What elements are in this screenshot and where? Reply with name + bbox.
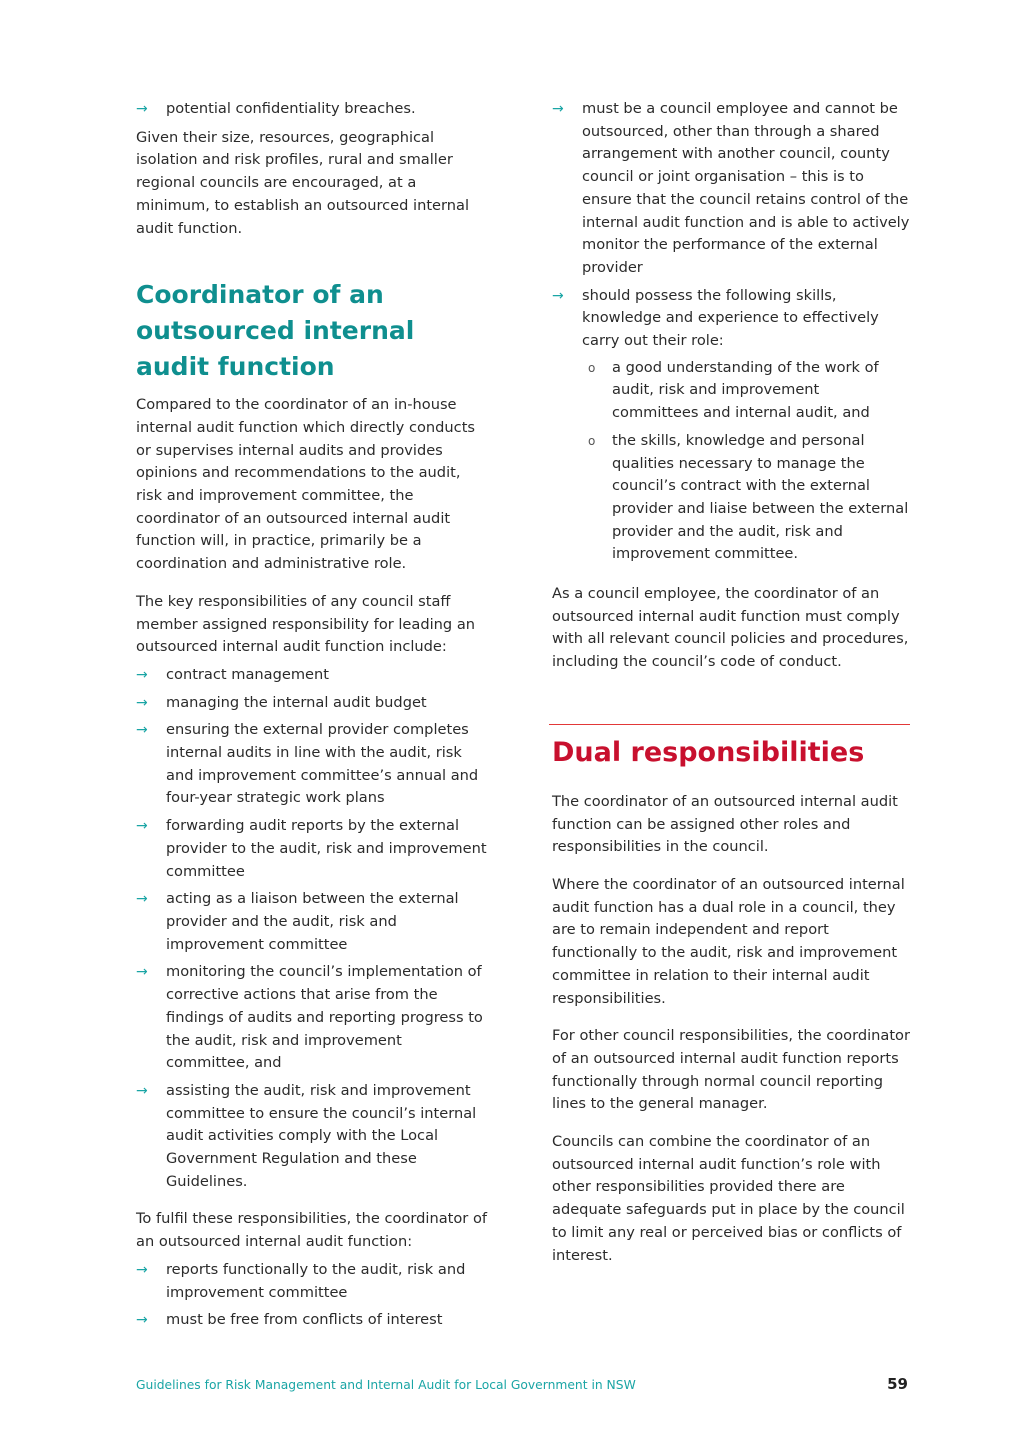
footer-title: Guidelines for Risk Management and Internal Audit for Local Government in NSW [136, 1378, 636, 1392]
circle-bullet-icon: o [588, 360, 596, 375]
arrow-right-icon: → [136, 694, 148, 711]
arrow-right-icon: → [552, 287, 564, 304]
list-item: → contract management [136, 664, 488, 687]
arrow-right-icon: → [136, 891, 148, 908]
list-item: → managing the internal audit budget [136, 692, 488, 715]
council-employee-paragraph: As a council employee, the coordinator of an outsourced internal audit function must comply with all relevant council policies and procedures, including the council’s code of conduct. [552, 585, 909, 671]
arrow-right-icon: → [136, 964, 148, 981]
list-item: → must be a council employee and cannot be outsourced, other than through a shared arrangement with another council, county council or joint organisation – this is to ensure that the council retains control of the internal audit function and is able to actively monitor the performance of the external provider [552, 100, 910, 276]
section-divider [549, 724, 910, 725]
arrow-right-icon: → [136, 1261, 148, 1278]
list-item: → forwarding audit reports by the external provider to the audit, risk and improvement committee [136, 817, 487, 880]
dual-responsibilities-heading: Dual responsibilities [552, 736, 865, 768]
circle-bullet-icon: o [588, 433, 596, 448]
page-number: 59 [887, 1375, 908, 1393]
sub-list-item: o the skills, knowledge and personal qualities necessary to manage the council’s contract with the external provider and liaise between the external provider and the audit, risk and improvement committee. [588, 431, 909, 563]
arrow-right-icon: → [136, 666, 148, 683]
list-item: → monitoring the council’s implementation of corrective actions that arise from the findings of audits and reporting progress to the audit, risk and improvement committee, and [136, 963, 483, 1072]
list-item: → potential confidentiality breaches. [136, 98, 488, 121]
coordinator-heading: Coordinator of an outsourced internal audit function [136, 280, 415, 382]
fulfil-paragraph: To fulfil these responsibilities, the coordinator of an outsourced internal audit function: [136, 1210, 488, 1251]
sub-list-item: o a good understanding of the work of audit, risk and improvement committees and internal audit, and [588, 358, 879, 422]
right-column [552, 98, 910, 1282]
requirements-list-continued [552, 98, 910, 566]
dual-paragraph-4: Councils can combine the coordinator of an outsourced internal audit function’s role with other responsibilities provided there are adequate safeguards put in place by the council to limit any real or perceived bias or conflicts of interest. [552, 1133, 905, 1264]
intro-paragraph: Given their size, resources, geographical isolation and risk profiles, rural and smaller regional councils are encouraged, at a minimum, to establish an outsourced internal audit function. [136, 128, 470, 237]
dual-paragraph-3: For other council responsibilities, the coordinator of an outsourced internal audit function reports functionally through normal council reporting lines to the general manager. [552, 1027, 910, 1113]
arrow-right-icon: → [136, 818, 148, 835]
page-footer [136, 1375, 910, 1397]
arrow-right-icon: → [552, 101, 564, 117]
list-item: → ensuring the external provider completes internal audits in line with the audit, risk and improvement committee’s annual and four-year strategic work plans [136, 721, 479, 807]
list-item: → reports functionally to the audit, risk and improvement committee [136, 1260, 466, 1301]
comparison-paragraph: Compared to the coordinator of an in-house internal audit function which directly conducts or supervises internal audits and provides opinions and recommendations to the audit, risk and improvement committee, the coordinator of an outsourced internal audit function will, in practice, primarily be a coordination and administrative role. [136, 396, 476, 573]
skills-sub-list [582, 357, 910, 566]
arrow-right-icon: → [136, 722, 148, 739]
arrow-right-icon: → [136, 101, 148, 117]
arrow-right-icon: → [136, 1082, 148, 1099]
top-bullet-list [136, 98, 488, 121]
list-item: → should possess the following skills, knowledge and experience to effectively carry out their role: o a good understanding of the work of audit, risk and improvement committees and internal audit, and o the skills, knowledge and personal qualities necessary to manage the council’s contract with the external provider and liaise between the external provider and the audit, risk and improvement committee. [552, 285, 910, 566]
arrow-right-icon: → [136, 1312, 148, 1329]
list-item: → acting as a liaison between the external provider and the audit, risk and improvement committee [136, 890, 459, 953]
list-item: → assisting the audit, risk and improvement committee to ensure the council’s internal audit activities comply with the Local Government Regulation and these Guidelines. [136, 1081, 477, 1190]
key-responsibilities-paragraph: The key responsibilities of any council staff member assigned responsibility for leading an outsourced internal audit function include: [136, 592, 476, 656]
left-column [136, 98, 488, 1338]
list-item: → must be free from conflicts of interest [136, 1309, 488, 1332]
responsibilities-list [136, 664, 488, 1193]
requirements-list [136, 1259, 488, 1332]
dual-paragraph-1: The coordinator of an outsourced internal audit function can be assigned other roles and responsibilities in the council. [552, 792, 898, 856]
dual-paragraph-2: Where the coordinator of an outsourced internal audit function has a dual role in a council, they are to remain independent and report functionally to the audit, risk and improvement committee in relation to their internal audit responsibilities. [552, 875, 905, 1007]
